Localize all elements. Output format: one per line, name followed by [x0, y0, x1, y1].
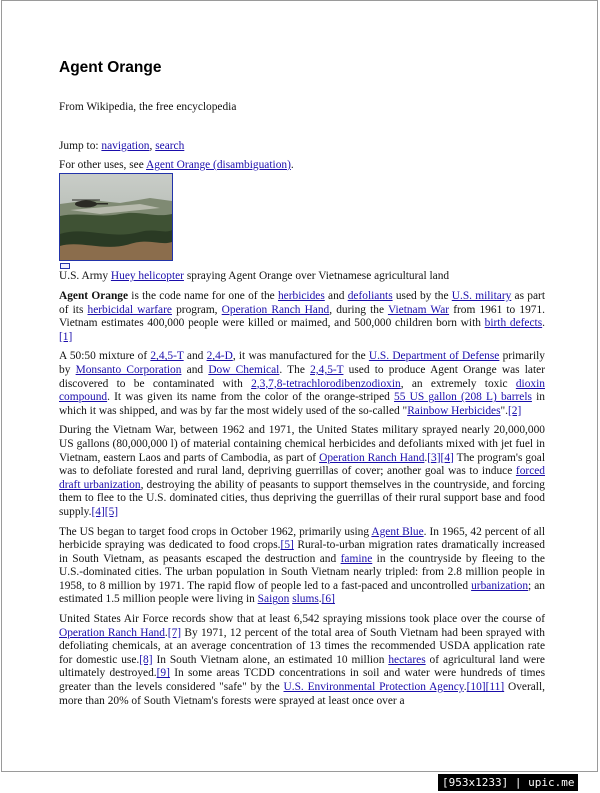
- image-watermark: [438, 774, 578, 791]
- navigation-link[interactable]: navigation: [101, 140, 150, 152]
- article-link[interactable]: [2]: [508, 404, 522, 417]
- hatnote-suffix: .: [290, 159, 294, 171]
- watermark-size: [953x1233]: [442, 776, 509, 789]
- article-text: A 50:50 mixture of: [59, 350, 151, 363]
- site-tagline: From Wikipedia, the free encyclopedia: [59, 101, 237, 113]
- magnify-icon[interactable]: [60, 263, 70, 269]
- article-text: In South Vietnam alone, an estimated 10 million: [152, 653, 389, 666]
- article-link[interactable]: [6]: [321, 593, 335, 606]
- article-text: .: [424, 451, 428, 464]
- article-text: The US began to target food crops in October 1962, primarily using: [59, 525, 372, 538]
- article-link[interactable]: U.S. Department of Defense: [368, 350, 500, 363]
- thumbnail-caption: [59, 270, 449, 284]
- article-text: used by the: [392, 290, 452, 302]
- hatnote: [59, 159, 294, 173]
- article-text: .: [164, 626, 168, 639]
- article-link[interactable]: [4]: [440, 451, 454, 464]
- article-paragraph: [59, 350, 545, 418]
- article-link[interactable]: Operation Ranch Hand: [221, 303, 330, 316]
- article-text: , during the: [329, 303, 388, 316]
- article-title: Agent Orange: [59, 59, 162, 76]
- article-link[interactable]: dioxin compound: [59, 377, 545, 404]
- article-text: of agricultural land were ultimately destroyed.: [59, 653, 545, 680]
- article-text: Overall, more than 20% of South Vietnam's forests were sprayed at least once over a: [59, 681, 545, 707]
- jump-prefix: Jump to:: [59, 140, 102, 152]
- article-link[interactable]: Operation Ranch Hand: [319, 451, 425, 464]
- article-link[interactable]: U.S. military: [451, 290, 512, 302]
- article-text: , destroying the ability of peasants to support themselves in the countryside, and forcing them to flee to the U.S. dominated cities, thus depriving the guerrillas of their rural support base and food supply.: [59, 478, 545, 518]
- article-link[interactable]: Operation Ranch Hand: [59, 626, 165, 639]
- article-text: used to produce Agent Orange was later discovered to be contaminated with: [59, 363, 545, 390]
- watermark-separator: |: [508, 776, 529, 789]
- article-text: ".: [500, 404, 509, 417]
- article-link[interactable]: [1]: [59, 330, 73, 343]
- article-link[interactable]: Agent Blue: [371, 525, 424, 538]
- thumbnail-image: [60, 174, 172, 260]
- article-link[interactable]: forced draft urbanization: [59, 465, 545, 491]
- disambiguation-link[interactable]: Agent Orange (disambiguation): [146, 159, 291, 171]
- article-link[interactable]: 55 US gallon (208 L) barrels: [394, 391, 532, 404]
- article-text: During the Vietnam War, between 1962 and 1971, the United States military sprayed nearly 20,000,000 US gallons (80,000,000 l) of material containing chemical herbicides and defoliants mixed with jet fuel in Vietnam, eastern Laos and parts of Cambodia, as part of: [59, 424, 545, 464]
- article-link[interactable]: herbicidal warfare: [87, 303, 172, 316]
- article-link[interactable]: [4]: [91, 505, 105, 518]
- caption-prefix: U.S. Army: [59, 270, 111, 282]
- article-paragraph: [59, 290, 545, 344]
- article-link[interactable]: [3]: [427, 451, 441, 464]
- article-text: and: [181, 363, 209, 376]
- article-text: In some areas TCDD concentrations in soil and water were hundreds of times greater than the levels considered "safe" by the: [59, 667, 546, 694]
- article-text: in the countryside by fleeing to the U.S.-dominated cities. The urban population in South Vietnam nearly tripled: from 2.8 million people in 1958, to 8 million by 1971. The rapid flow of people led to a fast-paced and uncontrolled: [59, 552, 545, 592]
- article-link[interactable]: 2,4-D: [206, 350, 233, 363]
- article-link[interactable]: [8]: [139, 653, 153, 666]
- article-text: The program's goal was to defoliate forested and rural land, depriving guerrillas of cover; another goal was to induce: [59, 451, 545, 478]
- article-link[interactable]: 2,4,5-T: [310, 363, 344, 376]
- article-link[interactable]: U.S. Environmental Protection Agency: [283, 681, 464, 694]
- article-link[interactable]: Dow Chemical: [208, 363, 280, 376]
- article-text: Rural-to-urban migration rates dramatically increased in South Vietnam, as peasants escaped the destruction and: [59, 539, 545, 565]
- article-text: United States Air Force records show that at least 6,542 spraying missions took place over the course of: [59, 613, 545, 626]
- article-link[interactable]: Rainbow Herbicides: [407, 404, 501, 417]
- article-link[interactable]: famine: [340, 552, 373, 565]
- article-term: Agent Orange: [59, 290, 129, 302]
- article-text: .: [463, 681, 467, 694]
- article-text: and: [324, 290, 348, 302]
- page-frame: [1, 0, 598, 772]
- article-link[interactable]: 2,4,5-T: [150, 350, 184, 363]
- article-link[interactable]: Vietnam War: [387, 303, 450, 316]
- article-link[interactable]: Saigon: [257, 593, 290, 606]
- watermark-site: upic.me: [528, 776, 575, 789]
- article-text: , an extremely toxic: [400, 377, 516, 390]
- article-text: ; an estimated 1.5 million people were living in: [59, 579, 546, 606]
- article-text: from 1961 to 1971. Vietnam estimates 400,000 people were killed or maimed, and 500,000 children born with: [59, 303, 546, 330]
- search-link[interactable]: search: [155, 140, 185, 152]
- article-body: [59, 290, 545, 714]
- caption-suffix: spraying Agent Orange over Vietnamese agricultural land: [183, 270, 450, 282]
- article-link[interactable]: herbicides: [277, 290, 325, 302]
- article-text: . The: [279, 363, 311, 376]
- huey-helicopter-link[interactable]: Huey helicopter: [110, 270, 184, 282]
- article-link[interactable]: [9]: [156, 667, 170, 680]
- article-text: .: [542, 317, 545, 330]
- article-text: . It was given its name from the color of the orange-striped: [107, 391, 395, 404]
- jump-links: [59, 140, 184, 154]
- article-link[interactable]: urbanization: [471, 579, 529, 592]
- article-paragraph: [59, 613, 545, 708]
- article-text: primarily by: [59, 350, 545, 376]
- article-link[interactable]: birth defects: [484, 317, 543, 330]
- article-text: By 1971, 12 percent of the total area of South Vietnam had been sprayed with defoliating chemicals, at an average concentration of 13 times the recommended USDA application rate for domestic use.: [59, 626, 545, 666]
- article-link[interactable]: hectares: [388, 653, 426, 666]
- article-text: , it was manufactured for the: [232, 350, 369, 363]
- article-link[interactable]: [7]: [167, 626, 182, 639]
- article-text: and: [183, 350, 207, 363]
- article-link[interactable]: slums: [292, 593, 319, 606]
- hatnote-prefix: For other uses, see: [59, 159, 146, 171]
- article-link[interactable]: 2,3,7,8-tetrachlorodibenzodioxin: [251, 377, 401, 390]
- article-link[interactable]: [10]: [466, 681, 486, 694]
- article-link[interactable]: defoliants: [347, 290, 393, 302]
- article-thumbnail[interactable]: [59, 173, 173, 261]
- article-text: in which it was shipped, and was by far the most widely used of the so-called ": [59, 391, 545, 417]
- article-text: program,: [171, 303, 222, 316]
- article-text: .: [318, 593, 322, 606]
- article-link[interactable]: [5]: [280, 539, 294, 552]
- article-text: is the code name for one of the: [128, 290, 278, 302]
- article-paragraph: [59, 526, 545, 608]
- article-text: as part of its: [59, 290, 545, 316]
- article-paragraph: [59, 424, 545, 519]
- article-link[interactable]: [11]: [485, 681, 505, 694]
- jump-separator: ,: [149, 140, 156, 152]
- article-link[interactable]: [5]: [104, 505, 119, 518]
- article-link[interactable]: Monsanto Corporation: [75, 363, 182, 376]
- article-text: . In 1965, 42 percent of all herbicide spraying was dedicated to food crops.: [59, 525, 545, 552]
